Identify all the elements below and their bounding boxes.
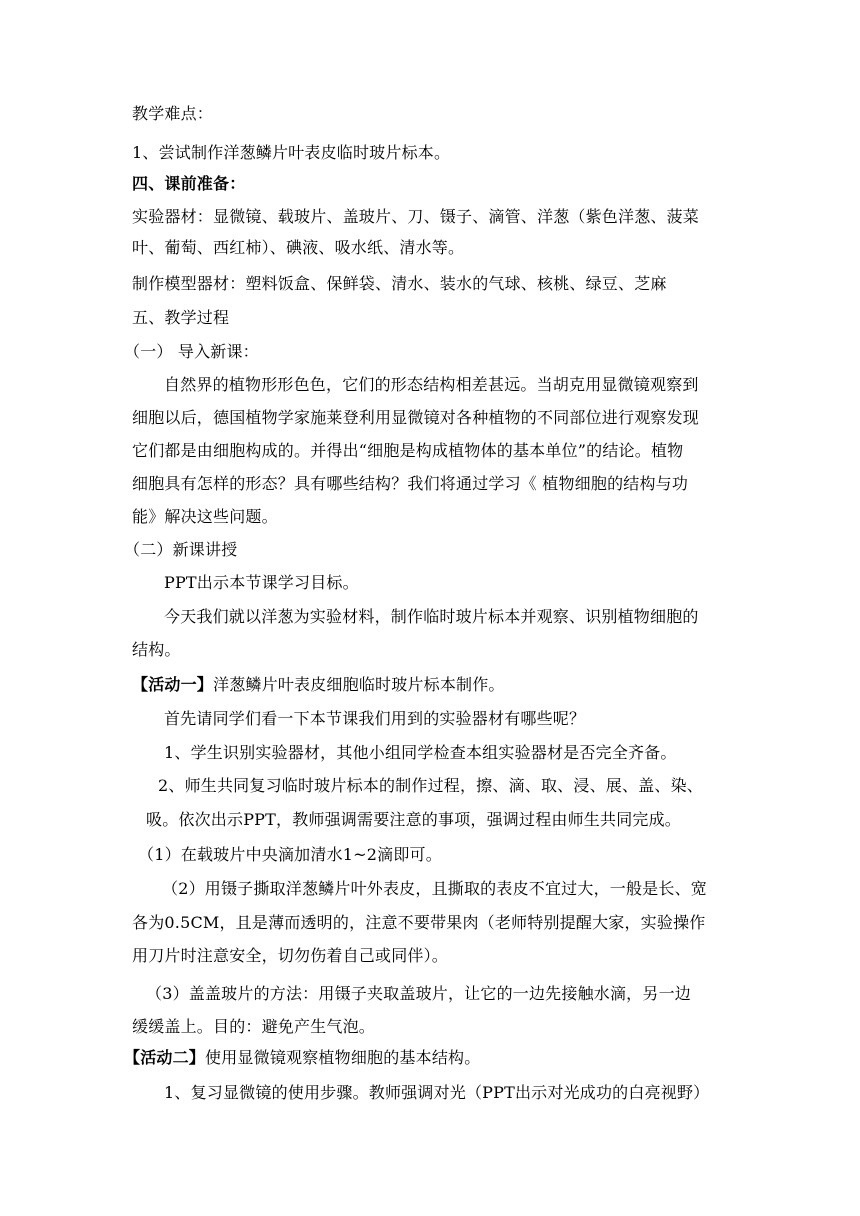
paragraph-line: 用刀片时注意安全，切勿伤着自己或同伴）。 <box>132 946 449 965</box>
paragraph-line: PPT出示本节课学习目标。 <box>164 573 359 592</box>
paragraph-line: 叶、葡萄、西红柿）、碘液、吸水纸、清水等。 <box>132 238 465 257</box>
paragraph-line: 缓缓盖上。目的：避免产生气泡。 <box>132 1017 376 1036</box>
paragraph-line: （1）在载玻片中央滴加清水1~2滴即可。 <box>138 845 442 864</box>
paragraph-line: 1、学生识别实验器材，其他小组同学检查本组实验器材是否完全齐备。 <box>164 743 677 762</box>
paragraph-line: 它们都是由细胞构成的。并得出“细胞是构成植物体的基本单位”的结论。植物 <box>132 441 684 460</box>
section-heading-preparation: 四、课前准备： <box>132 174 246 193</box>
paragraph-line: 能》解决这些问题。 <box>132 507 278 526</box>
activity-two-heading <box>124 1046 724 1070</box>
activity-two-label: 【活动二】 <box>124 1048 206 1067</box>
paragraph-line: （2）用镊子撕取洋葱鳞片叶外表皮，且撕取的表皮不宜过大，一般是长、宽 <box>162 879 707 898</box>
subheading-intro: （一） 导入新课： <box>124 342 259 361</box>
paragraph-line: 今天我们就以洋葱为实验材料，制作临时玻片标本并观察、识别植物细胞的 <box>164 607 699 626</box>
section-heading-process: 五、教学过程 <box>132 308 230 327</box>
paragraph-line: 2、师生共同复习临时玻片标本的制作过程，擦、滴、取、浸、展、盖、染、 <box>158 776 703 795</box>
paragraph-line: （3）盖盖玻片的方法：用镊子夹取盖玻片，让它的一边先接触水滴，另一边 <box>146 984 691 1003</box>
paragraph-line: 细胞具有怎样的形态？具有哪些结构？我们将通过学习《 植物细胞的结构与功 <box>132 474 689 493</box>
paragraph-line: 制作模型器材：塑料饭盒、保鲜袋、清水、装水的气球、核桃、绿豆、芝麻 <box>132 274 667 293</box>
paragraph-line: 吸。依次出示PPT，教师强调需要注意的事项，强调过程由师生共同完成。 <box>146 810 682 829</box>
heading-teaching-difficulty: 教学难点： <box>132 104 214 123</box>
activity-one-label: 【活动一】 <box>132 675 214 694</box>
subheading-new-lesson: （二）新课讲授 <box>124 540 238 559</box>
activity-one-title: 洋葱鳞片叶表皮细胞临时玻片标本制作。 <box>213 675 505 694</box>
activity-one-heading <box>132 673 732 697</box>
paragraph-line: 结构。 <box>132 640 181 659</box>
activity-two-title: 使用显微镜观察植物细胞的基本结构。 <box>205 1048 481 1067</box>
paragraph-line: 1、复习显微镜的使用步骤。教师强调对光（PPT出示对光成功的白亮视野） <box>164 1083 710 1102</box>
paragraph-line: 实验器材：显微镜、载玻片、盖玻片、刀、镊子、滴管、洋葱（紫色洋葱、菠菜 <box>132 207 700 226</box>
paragraph-line: 1、尝试制作洋葱鳞片叶表皮临时玻片标本。 <box>132 143 451 162</box>
paragraph-line: 各为0.5CM，且是薄而透明的，注意不要带果肉（老师特别提醒大家，实验操作 <box>132 913 706 932</box>
paragraph-line: 细胞以后，德国植物学家施莱登利用显微镜对各种植物的不同部位进行观察发现 <box>132 408 700 427</box>
paragraph-line: 首先请同学们看一下本节课我们用到的实验器材有哪些呢？ <box>164 709 586 728</box>
paragraph-line: 自然界的植物形形色色，它们的形态结构相差甚远。当胡克用显微镜观察到 <box>164 375 699 394</box>
